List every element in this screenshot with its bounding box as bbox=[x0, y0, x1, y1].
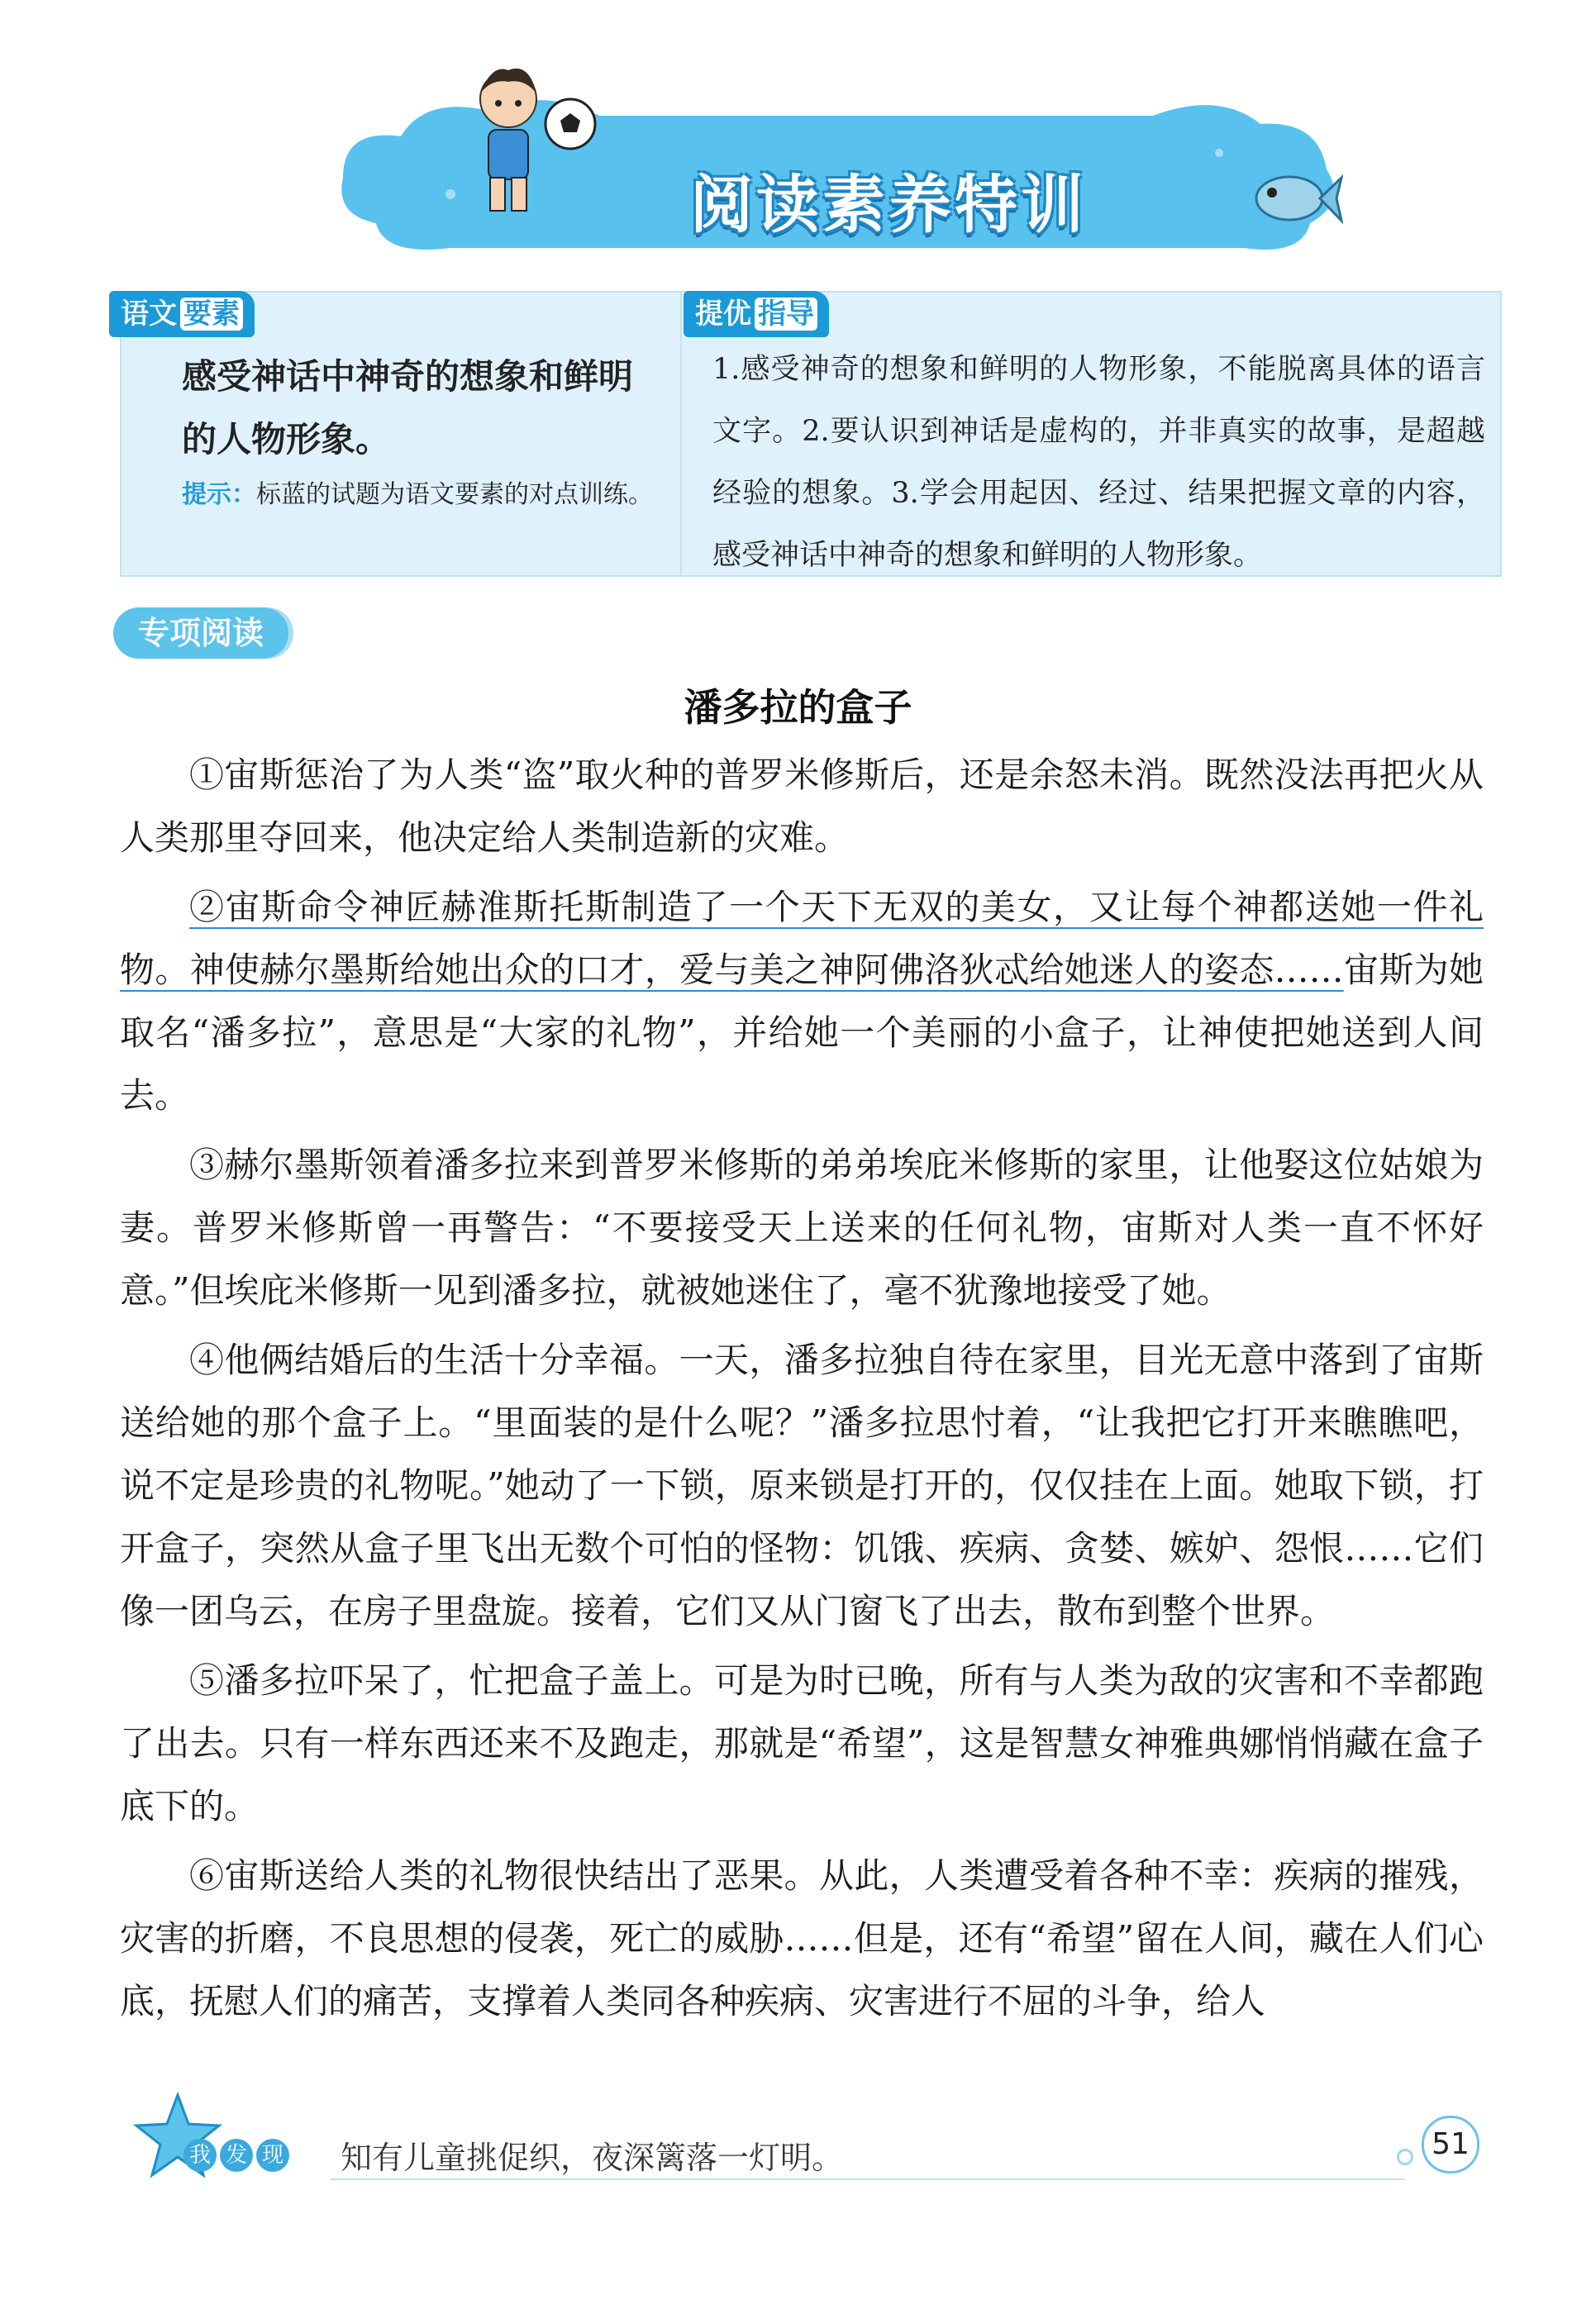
tip-text: 标蓝的试题为语文要素的对点训练。 bbox=[256, 480, 653, 509]
badge-char: 我 bbox=[183, 2139, 217, 2172]
page-number: 51 bbox=[1422, 2116, 1479, 2174]
discovery-badge bbox=[183, 2139, 293, 2172]
header-banner bbox=[326, 79, 1351, 269]
tag-part-b: 指导 bbox=[755, 298, 817, 331]
decorative-dot bbox=[1397, 2149, 1413, 2165]
underlined-text: ②宙斯命令神匠赫淮斯托斯制造了一个天下无双的美女，又让每个神都送她一件礼物。神使赫尔墨斯给她出众的口才，爱与美之神阿佛洛狄忒给她迷人的姿态…… bbox=[120, 887, 1484, 990]
footer-quote: 知有儿童挑促织，夜深篱落一灯明。 bbox=[341, 2140, 844, 2176]
language-element-tag bbox=[109, 291, 255, 337]
footer-divider bbox=[331, 2178, 1405, 2180]
tag-part-b: 要素 bbox=[180, 298, 243, 331]
article-body bbox=[120, 744, 1484, 2040]
paragraph-6: ⑥宙斯送给人类的礼物很快结出了恶果。从此，人类遭受着各种不幸：疾病的摧残，灾害的折磨，不良思想的侵袭，死亡的威胁……但是，还有“希望”留在人间，藏在人们心底，抚慰人们的痛苦，支撑着人类同各种疾病、灾害进行不屈的斗争，给人 bbox=[120, 1855, 1484, 2021]
fish-icon bbox=[1244, 153, 1343, 252]
paragraph-3: ③赫尔墨斯领着潘多拉来到普罗米修斯的弟弟埃庇米修斯的家里，让他娶这位姑娘为妻。普罗米修斯曾一再警告：“不要接受天上送来的任何礼物，宙斯对人类一直不怀好意。”但埃庇米修斯一见到潘多拉，就被她迷住了，毫不犹豫地接受了她。 bbox=[120, 1145, 1484, 1311]
tag-part-a: 提优 bbox=[695, 298, 751, 331]
paragraph-1: ①宙斯惩治了为人类“盗”取火种的普罗米修斯后，还是余怒未消。既然没法再把火从人类那里夺回来，他决定给人类制造新的灾难。 bbox=[120, 755, 1484, 858]
paragraph-2-rest: 宙斯为她取名“潘多拉”，意思是“大家的礼物”，并给她一个美丽的小盒子，让神使把她送到人间去。 bbox=[120, 950, 1484, 1116]
tip-label: 提示： bbox=[182, 480, 256, 509]
page-title: 阅读素养特训 bbox=[690, 168, 1087, 241]
section-tag: 专项阅读 bbox=[113, 607, 288, 659]
tip-note bbox=[182, 469, 653, 521]
guide-text: 1.感受神奇的想象和鲜明的人物形象，不能脱离具体的语言文字。2.要认识到神话是虚构的，并非真实的故事，是超越经验的想象。3.学会用起因、经过、结果把握文章的内容，感受神话中神奇的想象和鲜明的人物形象。 bbox=[712, 353, 1485, 572]
paragraph-2 bbox=[120, 876, 1484, 1127]
language-element-text: 感受神话中神奇的想象和鲜明的人物形象。 bbox=[182, 356, 634, 459]
paragraph-4: ④他俩结婚后的生活十分幸福。一天，潘多拉独自待在家里，目光无意中落到了宙斯送给她的那个盒子上。“里面装的是什么呢？”潘多拉思忖着，“让我把它打开来瞧瞧吧，说不定是珍贵的礼物呢。”她动了一下锁，原来锁是打开的，仅仅挂在上面。她取下锁，打开盒子，突然从盒子里飞出无数个可怕的怪物：饥饿、疾病、贪婪、嫉妒、怨恨……它们像一团乌云，在房子里盘旋。接着，它们又从门窗飞了出去，散布到整个世界。 bbox=[120, 1340, 1484, 1631]
article-title: 潘多拉的盒子 bbox=[684, 685, 912, 730]
paragraph-5: ⑤潘多拉吓呆了，忙把盒子盖上。可是为时已晚，所有与人类为敌的灾害和不幸都跑了出去。只有一样东西还来不及跑走，那就是“希望”，这是智慧女神雅典娜悄悄藏在盒子底下的。 bbox=[120, 1660, 1484, 1826]
tag-part-a: 语文 bbox=[121, 298, 177, 331]
badge-char: 发 bbox=[220, 2139, 253, 2172]
badge-char: 现 bbox=[256, 2139, 289, 2172]
guide-tag bbox=[684, 291, 829, 337]
soccer-ball-icon bbox=[541, 95, 599, 153]
